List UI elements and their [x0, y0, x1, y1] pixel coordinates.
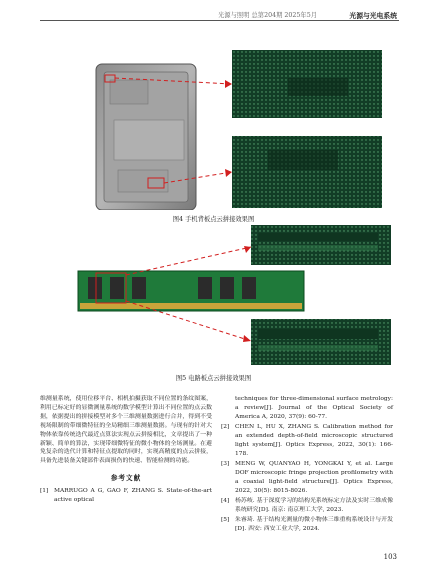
reference-number: [4] — [221, 498, 230, 505]
reference-text: CHEN L, HU X, ZHANG S. Calibration method for an extended depth-of-field microscopic structured light system[J]. Optics Express, 2022, 30(1): 166-178. — [235, 424, 393, 457]
reference-number: [5] — [221, 517, 230, 524]
reference-entry — [221, 460, 393, 496]
figure-5-image — [58, 225, 393, 365]
reference-text: MARRUGO A G, GAO F, ZHANG S. State-of-the-art active optical — [54, 488, 212, 504]
reference-text: techniques for three-dimensional surface metrology: a review[J]. Journal of the Optical Society of America A, 2020, 37(9): 60-77. — [235, 396, 393, 420]
zoomed-point-cloud-top — [232, 50, 382, 118]
reference-text: 朱睿琦. 基于结构光测量的微小物体三维重构系统设计与开发[D]. 西安: 西安工业大学, 2024. — [235, 517, 393, 533]
reference-number: [3] — [221, 461, 230, 468]
figure-5-caption: 图5 电路板点云拼接效果图 — [175, 375, 252, 382]
page-number: 103 — [383, 553, 397, 561]
reference-entry — [221, 516, 393, 534]
running-header-journal: 光源与照明 总第204期 2025年5月 — [218, 12, 318, 19]
zoomed-point-cloud-bottom — [232, 136, 382, 208]
reference-text: 杨苏岐. 基于深度学习的结构光系统标定方法及实时三维成像系统研究[D]. 南京: 南京理工大学, 2023. — [235, 498, 393, 514]
circuit-board-photo — [78, 271, 304, 311]
reference-number: [1] — [40, 488, 49, 495]
zoomed-point-cloud-upper — [251, 225, 391, 265]
right-column — [221, 395, 393, 536]
references-heading: 参考文献 — [110, 474, 142, 483]
reference-entry — [221, 423, 393, 459]
reference-entry — [40, 487, 212, 505]
figure-4-image — [88, 50, 388, 210]
zoomed-point-cloud-lower — [251, 319, 391, 365]
reference-entry — [221, 395, 393, 422]
figure-4-caption: 图4 手机背板点云拼接效果图 — [172, 216, 255, 223]
header-rule — [40, 20, 399, 21]
reference-number: [2] — [221, 424, 230, 431]
left-column — [40, 395, 212, 506]
running-header-section: 光源与光电系统 — [349, 12, 397, 20]
reference-text: MENG W, QUANYAO H, YONGKAI Y, et al. Large DOF microscopic fringe projection profilometry with a coaxial light-field structure[J]. Optics Express, 2022, 30(5): 8015-8026. — [235, 461, 393, 494]
body-paragraph: 维测量系统，使用位移平台、相机拍摄获取不同位置的条纹图案，利用已标定好的显微测量系统的数学模型计算出不同位置的点云数据，依据提出的拼接模型对多个三维测量数据进行合并，得到不受视场限制的带细微特征的全局精细三维测量数据。与现有的针对大物体依靠传统迭代最近点算法实现点云拼接相比，文章提出了一种新颖、简单的算法，实现带细微特征的微小物体的全场测量。在避免复杂的迭代计算和特征点提取的同时，实现高精度的点云拼接，具备先进装备关键部件表面损伤的快速、智能检测的功能。 — [40, 396, 212, 465]
phone-back-plate-photo — [96, 64, 196, 210]
reference-entry — [221, 497, 393, 515]
